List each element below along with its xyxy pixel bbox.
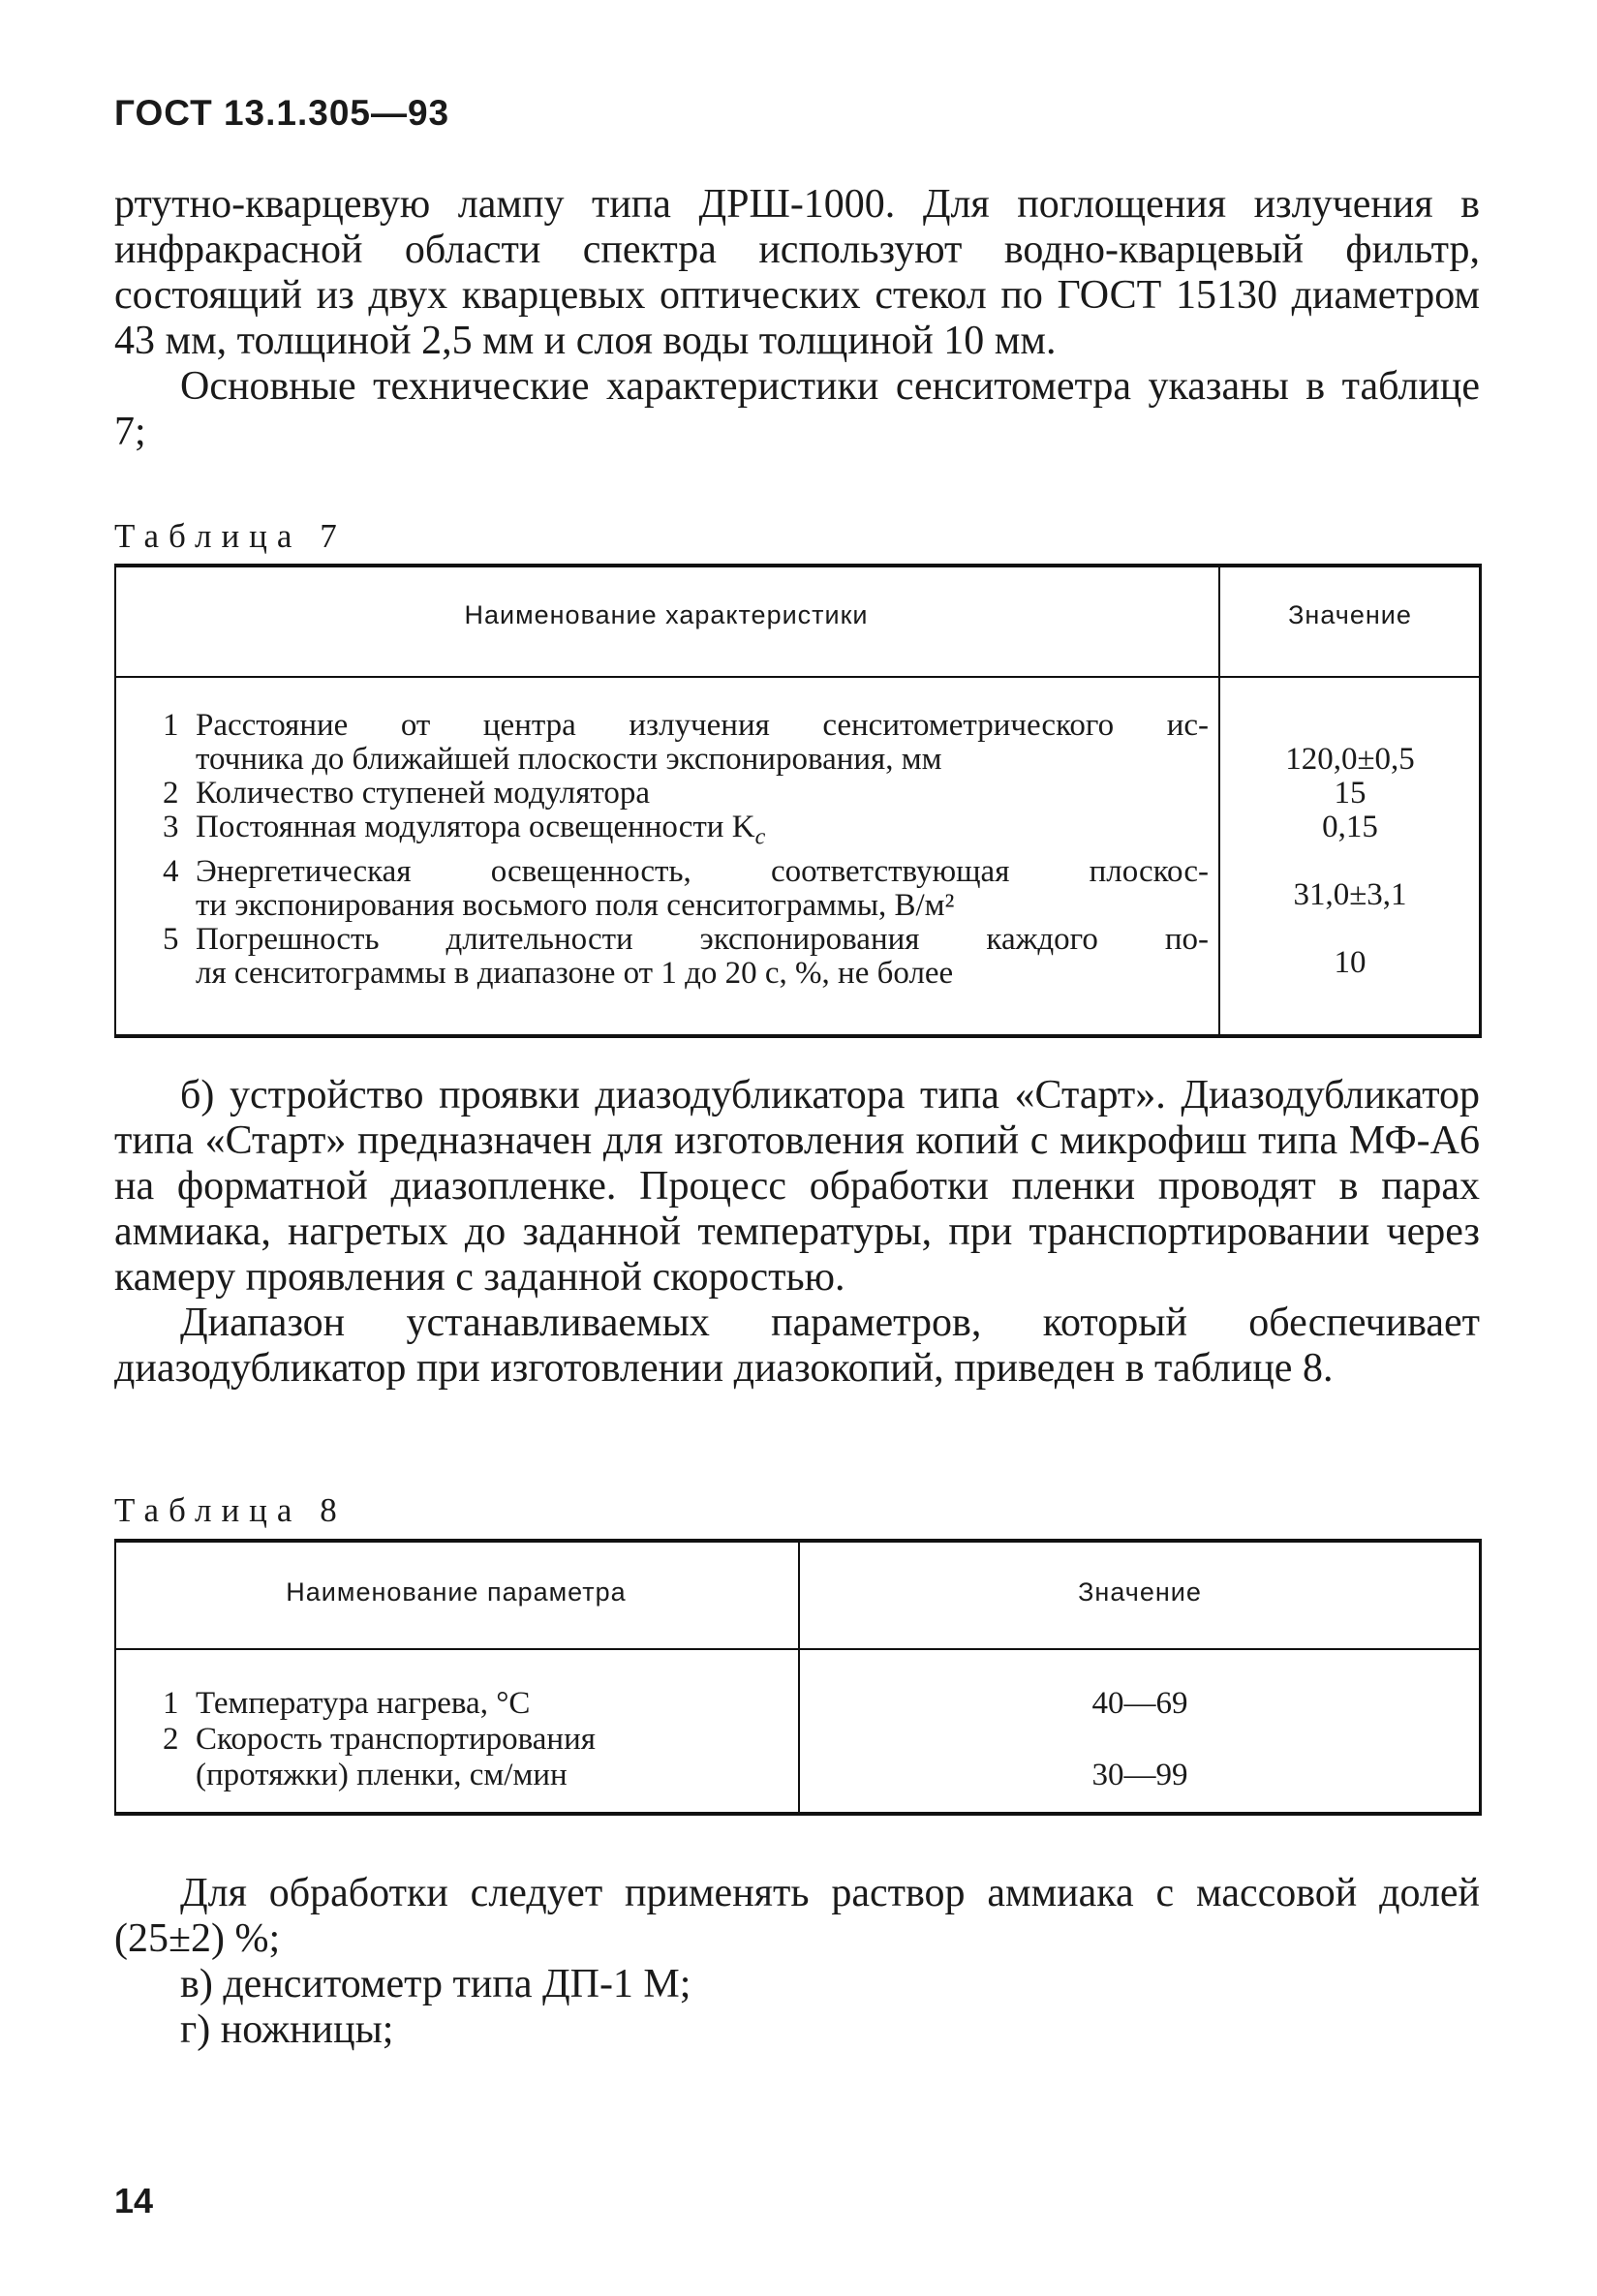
table-body — [163, 1686, 792, 1793]
header-rule — [114, 1648, 1482, 1650]
column-header-value: Значение — [1288, 600, 1412, 629]
list-item: в) денситометр типа ДП-1 М; — [180, 1962, 691, 2006]
table-row-continuation — [163, 743, 1209, 777]
table-values — [1218, 709, 1482, 980]
row-text: ти экспонирования восьмого поля сенситограммы, В/м² — [196, 887, 955, 923]
paragraph: ртутно-кварцевую лампу типа ДРШ-1000. Для поглощения излучения в инфракрасной области спектра используют водно-кварцевый фильтр, состоящий из двух кварцевых оптических стекол по ГОСТ 15130 диаметром 43 мм, толщиной 2,5 мм и слоя воды толщиной 10 мм. — [114, 182, 1480, 363]
row-text: Расстояние от центра излучения сенситометрического ис- — [196, 708, 1209, 743]
table-8 — [114, 1539, 1482, 1816]
header-rule — [114, 676, 1482, 678]
cell-value: 30—99 — [1091, 1758, 1188, 1792]
row-number: 1 — [163, 708, 179, 743]
row-number: 1 — [163, 1686, 179, 1721]
table-border — [114, 564, 116, 1038]
table-body — [163, 709, 1209, 991]
table-caption: Таблица 8 — [114, 1491, 347, 1529]
row-text: Погрешность длительности экспонирования каждого по- — [196, 921, 1209, 957]
cell-value: 40—69 — [1091, 1686, 1188, 1721]
page-number: 14 — [114, 2181, 154, 2220]
table-row — [163, 811, 1209, 855]
row-text: Постоянная модулятора освещенности $K_c$ — [196, 810, 766, 850]
intro-text — [114, 182, 1480, 455]
table-7 — [114, 564, 1482, 1038]
paragraph: Диапазон устанавливаемых параметров, который обеспечивает диазодубликатор при изготовлении диазокопий, приведен в таблице 8. — [114, 1301, 1480, 1391]
middle-text — [114, 1073, 1480, 1392]
table-row — [163, 923, 1209, 957]
paragraph: Основные технические характеристики сенситометра указаны в таблице 7; — [114, 364, 1480, 454]
paragraph: Для обработки следует применять раствор аммиака с массовой долей (25±2) %; — [114, 1871, 1480, 1961]
table-row — [163, 855, 1209, 889]
row-text: Энергетическая освещенность, соответствующая плоскос- — [196, 853, 1209, 889]
table-caption: Таблица 7 — [114, 517, 347, 555]
row-number: 2 — [163, 1722, 179, 1757]
table-row — [163, 1686, 792, 1722]
table-row-continuation — [163, 889, 1209, 923]
column-header-name: Наименование характеристики — [464, 600, 869, 629]
table-rule — [114, 564, 1482, 567]
table-rule — [114, 1812, 1482, 1816]
row-number: 4 — [163, 853, 179, 889]
list-item: г) ножницы; — [180, 2007, 394, 2052]
cell-value: 0,15 — [1322, 810, 1378, 844]
row-text: (протяжки) пленки, см/мин — [196, 1758, 568, 1792]
column-header-name: Наименование параметра — [286, 1577, 627, 1607]
row-text: ля сенситограммы в диапазоне от 1 до 20 с, %, не более — [196, 955, 954, 991]
cell-value: 120,0±0,5 — [1285, 742, 1415, 777]
table-row — [163, 709, 1209, 743]
table-row-continuation — [163, 957, 1209, 991]
row-text: Температура нагрева, °С — [196, 1686, 531, 1721]
row-text: точника до ближайшей плоскости экспонирования, мм — [196, 742, 942, 777]
cell-value: 10 — [1334, 945, 1367, 980]
row-number: 2 — [163, 776, 179, 811]
row-number: 5 — [163, 921, 179, 957]
document-header: ГОСТ 13.1.305—93 — [114, 93, 450, 133]
row-number: 3 — [163, 810, 179, 844]
row-text: Скорость транспортирования — [196, 1722, 596, 1757]
table-values — [798, 1686, 1482, 1793]
paragraph: б) устройство проявки диазодубликатора типа «Старт». Диазодубликатор типа «Старт» предназначен для изготовления копий с микрофиш типа МФ-А6 на форматной диазопленке. Процесс обработки пленки проводят в парах аммиака, нагретых до заданной температуры, при транспортировании через камеру проявления с заданной скоростью. — [114, 1073, 1480, 1300]
cell-value: 31,0±3,1 — [1293, 877, 1407, 912]
table-row-continuation — [163, 1758, 792, 1793]
table-row — [163, 1722, 792, 1758]
row-text: Количество ступеней модулятора — [196, 776, 651, 811]
table-rule — [114, 1034, 1482, 1038]
closing-text — [114, 1871, 1480, 2053]
column-header-value: Значение — [1078, 1577, 1202, 1607]
cell-value: 15 — [1334, 776, 1367, 811]
table-row — [163, 777, 1209, 811]
